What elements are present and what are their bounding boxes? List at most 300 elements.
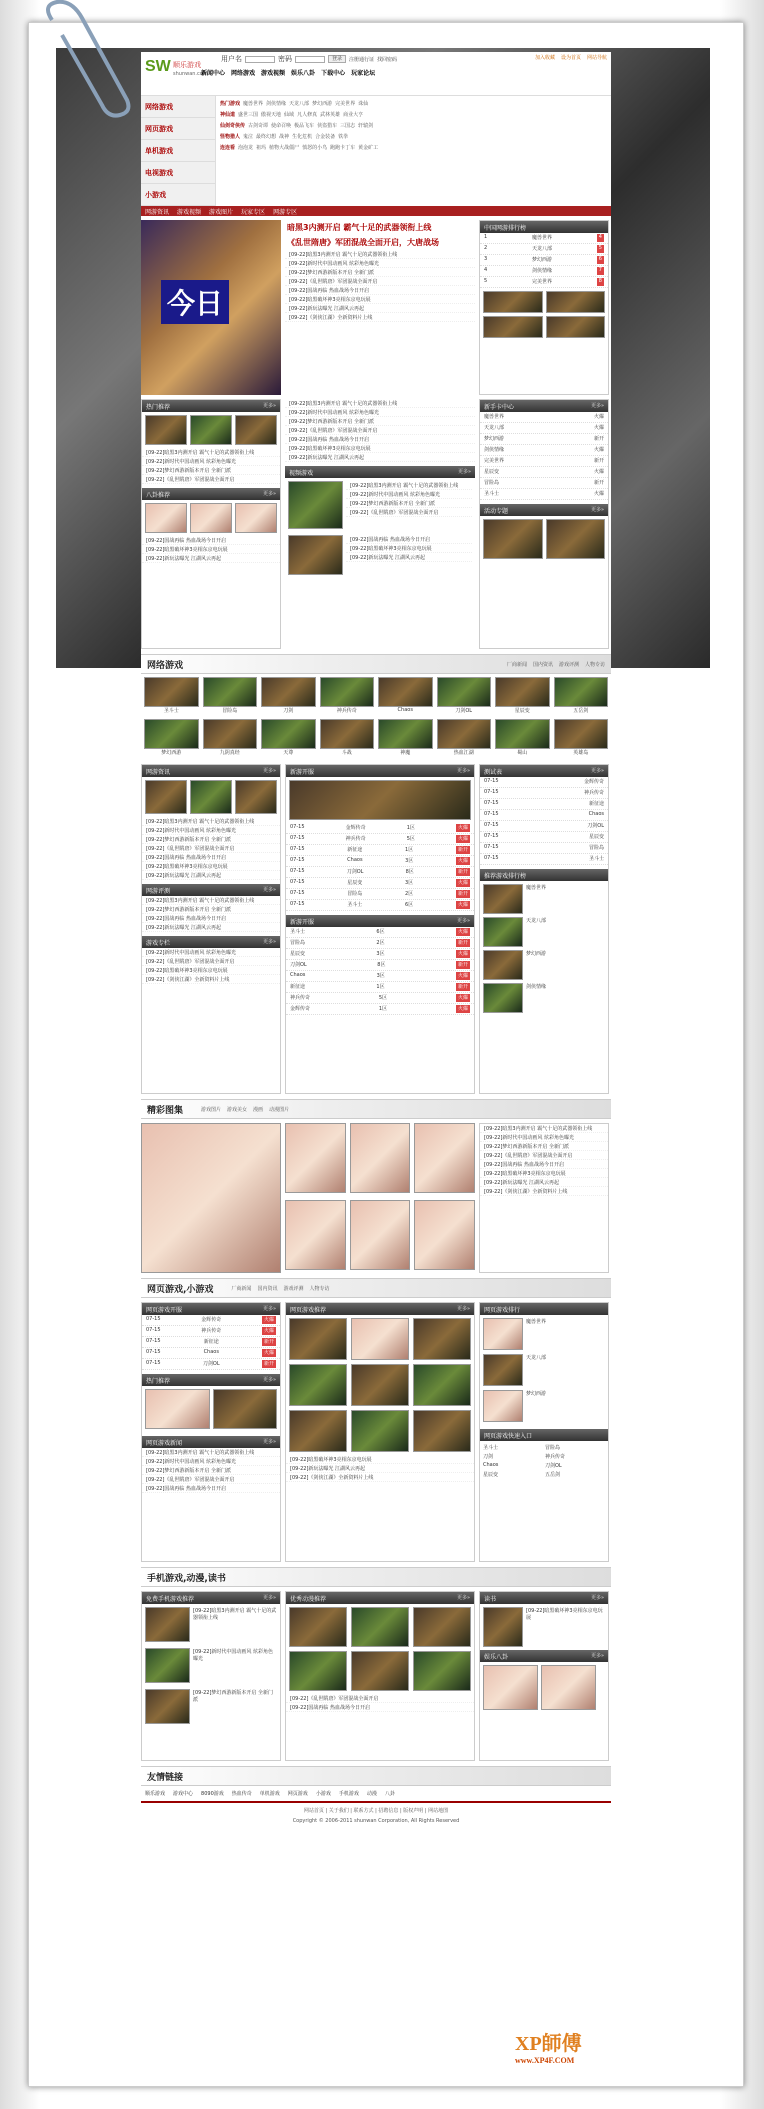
text-label: 圣斗士 xyxy=(484,491,500,497)
news-item[interactable]: [09-22]梦幻西游新版本开启 全新门派 xyxy=(480,1142,608,1151)
text-label: 金辉传奇 xyxy=(290,1006,311,1012)
text-label: 07-15 xyxy=(290,846,305,852)
text-label: 圣斗士 xyxy=(347,902,363,908)
news-item[interactable]: [09-22]新时代中国动画风 炫彩角色曝光 xyxy=(142,457,280,466)
game-logo xyxy=(495,677,550,707)
text-label: 梦幻西游 xyxy=(526,1391,547,1397)
text-label: 魔兽世界 xyxy=(526,1319,547,1325)
news-item[interactable]: [09-22]国战再临 热血战场今日开启 xyxy=(142,1484,280,1493)
text-label[interactable]: 冒险岛 xyxy=(545,1445,561,1451)
mobile-section xyxy=(141,1591,611,1761)
anime-thumbnail[interactable] xyxy=(351,1607,409,1647)
text-label: 1区 xyxy=(405,847,414,853)
text-label: 盛世三国 xyxy=(238,112,259,118)
game-thumbnail[interactable] xyxy=(483,316,543,338)
headline-news xyxy=(285,220,475,395)
news-item[interactable]: [09-22]国战再临 热血战场今日开启 xyxy=(480,1160,608,1169)
game-thumbnail[interactable] xyxy=(289,1410,347,1452)
photo-thumbnail[interactable] xyxy=(483,1665,538,1710)
game-logo xyxy=(554,719,609,749)
text-label: 网页游戏新闻 xyxy=(146,1440,183,1447)
banner-tab[interactable]: 游戏评测 xyxy=(283,1285,304,1292)
news-item[interactable]: [09-22]暗黑3内测开启 霸气十足的武器领衔上线 xyxy=(142,817,280,826)
banner-tab[interactable]: 动漫图片 xyxy=(269,1106,290,1113)
rank-row[interactable] xyxy=(480,255,608,266)
text-label: 新游开服 xyxy=(290,769,315,776)
photo-thumbnail[interactable] xyxy=(350,1123,411,1193)
text-label: 火爆 xyxy=(457,929,468,935)
news-item[interactable]: [09-22]梦幻西游新版本开启 全新门派 xyxy=(142,905,280,914)
news-item[interactable]: [09-22]暗黑破坏神3亮相东京电玩展 xyxy=(285,295,475,304)
text-label: 天龙八部 xyxy=(289,101,310,107)
text-label: 古剑奇谭 xyxy=(248,123,269,129)
news-item[interactable]: [09-22]国战再临 热血战场今日开启 xyxy=(142,536,280,545)
text-label: 魔兽世界 xyxy=(484,414,505,420)
news-item[interactable]: [09-22]《乱世隋唐》军团混战全面开启 xyxy=(142,1475,280,1484)
photo-grid xyxy=(285,1123,475,1273)
video-thumbnail[interactable] xyxy=(288,481,343,529)
video-title: 视频游戏 xyxy=(289,470,314,477)
banner-tab[interactable]: 厂商新闻 xyxy=(506,661,527,668)
news-item[interactable]: [09-22]《剑侠江湖》全新资料片上线 xyxy=(480,1187,608,1196)
text-label[interactable]: 手机游戏 xyxy=(338,1791,359,1797)
text-label[interactable]: 星辰变 xyxy=(483,1472,499,1478)
banner-title: 网络游戏 xyxy=(147,660,184,671)
news-item[interactable]: [09-22]梦幻西游新版本开启 全新门派 xyxy=(285,417,475,426)
news-item[interactable]: [09-22]新时代中国动画风 炫彩角色曝光 xyxy=(285,408,475,417)
text-label: 剑侠情缘 xyxy=(484,447,505,453)
news-item[interactable]: [09-22]新玩法曝光 江湖风云再起 xyxy=(142,554,280,563)
text-label: 金辉传奇 xyxy=(201,1317,222,1323)
text-label: 星辰变 xyxy=(347,880,363,886)
banner-tab[interactable]: 人物专访 xyxy=(584,661,605,668)
activity-thumbnail[interactable] xyxy=(546,519,606,559)
copyright: Copyright © 2006-2011 shunwan Corporation, All Rights Reserved xyxy=(292,1818,460,1824)
news-item[interactable]: [09-22]《乱世隋唐》军团混战全面开启 xyxy=(142,957,280,966)
text-label: 刀剑OL xyxy=(587,823,604,829)
anime-thumbnail[interactable] xyxy=(289,1607,347,1647)
activity-thumbnail[interactable] xyxy=(483,519,543,559)
sitemap-link[interactable]: 网站导航 xyxy=(586,55,607,61)
news-item[interactable]: [09-22]《乱世隋唐》军团混战全面开启 xyxy=(142,844,280,853)
game-thumbnail[interactable] xyxy=(483,291,543,313)
news-item[interactable]: [09-22]《剑侠江湖》全新资料片上线 xyxy=(142,975,280,984)
text-label: 梦幻西游 xyxy=(526,951,547,957)
open-banner[interactable] xyxy=(289,780,471,820)
text-label: 新开 xyxy=(457,962,468,968)
text-label: 优秀动漫推荐 xyxy=(290,1596,327,1603)
news-item[interactable]: [09-22]新时代中国动画风 炫彩角色曝光 xyxy=(285,259,475,268)
game-thumbnail[interactable] xyxy=(235,780,277,814)
photo-thumbnail[interactable] xyxy=(414,1123,475,1193)
sub-nav-bar xyxy=(141,206,611,216)
cat-row xyxy=(220,131,607,142)
news-item[interactable]: [09-22]暗黑3内测开启 霸气十足的武器领衔上线 xyxy=(142,896,280,905)
text-label: 魔兽世界 xyxy=(531,235,552,241)
text-label: 07-15 xyxy=(290,890,305,896)
news-item[interactable]: [09-22]国战再临 热血战场今日开启 xyxy=(285,435,475,444)
nav-video[interactable]: 游戏视频 xyxy=(261,70,286,77)
username-label: 用户名 xyxy=(221,55,242,63)
photo-thumbnail[interactable] xyxy=(190,503,232,533)
cat-mini[interactable]: 小游戏 xyxy=(141,184,215,206)
login-button[interactable]: 登录 xyxy=(328,55,346,63)
text-label: 五岳剑 xyxy=(573,708,589,714)
news-item[interactable]: [09-22]新时代中国动画风 炫彩角色曝光 xyxy=(142,948,280,957)
featured-photo[interactable] xyxy=(141,1123,281,1273)
rank-row[interactable] xyxy=(480,277,608,288)
text-label: 九阴真经 xyxy=(219,750,240,756)
news-item[interactable]: [09-22]《剑侠江湖》全新资料片上线 xyxy=(286,1473,474,1482)
text-label: 火爆 xyxy=(263,1317,274,1323)
news-item[interactable]: [09-22]梦幻西游新版本开启 全新门派 xyxy=(142,466,280,475)
video-item[interactable]: [09-22]梦幻西游新版本开启 全新门派 xyxy=(346,499,472,508)
anime-thumbnail[interactable] xyxy=(413,1651,471,1691)
text-label[interactable]: 神兵传奇 xyxy=(545,1454,566,1460)
text-label[interactable]: 八卦 xyxy=(384,1791,395,1797)
news-item[interactable]: [09-22]暗黑破坏神3亮相东京电玩展 xyxy=(142,545,280,554)
text-label[interactable]: 动漫 xyxy=(366,1791,377,1797)
site-logo[interactable] xyxy=(145,58,208,92)
subnav-item[interactable]: 网游资讯 xyxy=(145,209,170,216)
text-label: 网页游戏排行 xyxy=(484,1307,521,1314)
text-label: 3 xyxy=(484,256,488,262)
news-item[interactable]: [09-22]《乱世隋唐》军团混战全面开启 xyxy=(285,277,475,286)
news-item[interactable]: [09-22]新玩法曝光 江湖风云再起 xyxy=(142,923,280,932)
game-logo xyxy=(378,719,433,749)
photo-thumbnail[interactable] xyxy=(145,503,187,533)
text-label: XP師傅 xyxy=(515,2033,582,2055)
video-item[interactable]: [09-22]暗黑破坏神3亮相东京电玩展 xyxy=(346,544,472,553)
text-label: 火爆 xyxy=(263,1350,274,1356)
game-thumbnail[interactable] xyxy=(351,1364,409,1406)
news-item[interactable]: [09-22]新玩法曝光 江湖风云再起 xyxy=(285,453,475,462)
text-label[interactable]: 顺乐游戏 xyxy=(145,1791,166,1797)
text-label: 火爆 xyxy=(593,491,604,497)
nav-online[interactable]: 网络游戏 xyxy=(231,70,256,77)
text-label: 2 xyxy=(484,245,488,251)
rank-row[interactable] xyxy=(480,244,608,255)
text-label: 新征途 xyxy=(347,847,363,853)
anime-box: 优秀动漫推荐 更多» [09-22]《乱世隋唐》军团混战全面开启 [09-22]国战再临 热血战场今日开启 xyxy=(285,1591,475,1761)
text-label: 1区 xyxy=(406,825,415,831)
text-label: 天尊 xyxy=(283,750,294,756)
text-label: 新征途 xyxy=(203,1339,219,1345)
news-item[interactable]: [09-22]《乱世隋唐》军团混战全面开启 xyxy=(286,1694,474,1703)
game-thumbnail[interactable] xyxy=(546,291,606,313)
photo-news xyxy=(479,1123,609,1273)
text-label: 07-15 xyxy=(484,800,499,806)
headline-title[interactable]: 暗黑3内测开启 霸气十足的武器领衔上线 xyxy=(287,223,432,232)
news-item[interactable]: [09-22]暗黑破坏神3亮相东京电玩展 xyxy=(286,1455,474,1464)
photo-thumbnail[interactable] xyxy=(414,1200,475,1270)
anime-thumbnail[interactable] xyxy=(289,1651,347,1691)
news-item[interactable]: [09-22]新玩法曝光 江湖风云再起 xyxy=(285,304,475,313)
banner-tab[interactable]: 游戏美女 xyxy=(227,1106,248,1113)
text-label: [09-22]梦幻西游新版本开启 全新门派 xyxy=(193,1690,274,1703)
text-label[interactable]: 小游戏 xyxy=(315,1791,331,1797)
text-label: 神兵传奇 xyxy=(201,1328,222,1334)
text-label: 新游开服 xyxy=(290,919,315,926)
text-label[interactable]: 单机游戏 xyxy=(259,1791,280,1797)
text-label: 刀剑OL xyxy=(202,1361,220,1367)
text-label[interactable]: 五岳剑 xyxy=(545,1472,561,1478)
rank-row[interactable] xyxy=(480,266,608,277)
cat-online[interactable]: 网络游戏 xyxy=(141,96,215,118)
text-label: 三国志 xyxy=(340,123,356,129)
username-input[interactable] xyxy=(245,56,275,63)
news-item[interactable]: [09-22]暗黑3内测开启 霸气十足的武器领衔上线 xyxy=(480,1124,608,1133)
game-thumbnail[interactable] xyxy=(351,1318,409,1360)
text-label: Chaos xyxy=(290,972,306,978)
text-label: 神兵传奇 xyxy=(583,790,604,796)
text-label: 热门游戏 xyxy=(220,101,241,107)
text-label: 8 xyxy=(598,278,602,284)
game-thumbnail[interactable] xyxy=(213,1389,278,1429)
website-page xyxy=(141,52,611,2012)
news-item[interactable]: [09-22]暗黑3内测开启 霸气十足的武器领衔上线 xyxy=(142,1448,280,1457)
photo-thumbnail[interactable] xyxy=(235,503,277,533)
game-thumbnail[interactable] xyxy=(351,1410,409,1452)
news-box: 网游资讯 更多» [09-22]暗黑3内测开启 霸气十足的武器领衔上线 [09-22]新时代中国动画风 炫彩角色曝光 [09-22]梦幻西游新版本开启 全新门派 [09-22]《乱世隋唐》军团混战全面开启 [09-22]国战再临 热血战场今日开启 [09-22]暗黑破坏神3亮相东京电玩展 [09-22]新玩法曝光 江湖风云再起 网游评测 更多» [09-22]暗黑3内测开启 霸气十足的武器领衔上线 [09-22]梦幻西游新版本开启 全新门派 [09-22]国战再临 热血战场今日开启 [09-22]新玩法曝光 江湖风云再起 游戏专栏 更多» [09-22]新时代中国动画风 炫彩角色曝光 [09-22]《乱世隋唐》军团混战全面开启 [09-22]暗黑破坏神3亮相东京电玩展 [09-22]《剑侠江湖》全新资料片上线 xyxy=(141,764,281,1094)
text-label: 07-15 xyxy=(484,778,499,784)
hero-image[interactable] xyxy=(141,220,281,395)
game-logo xyxy=(203,677,258,707)
video-thumbnail[interactable] xyxy=(288,535,343,575)
game-thumbnail[interactable] xyxy=(413,1318,471,1360)
text-label: 梦幻西游 xyxy=(161,750,182,756)
text-label: 火爆 xyxy=(593,469,604,475)
subnav-item[interactable]: 玩家专区 xyxy=(241,209,266,216)
text-label: 铁拳 xyxy=(338,134,349,140)
text-label: 网页游戏快速入口 xyxy=(484,1433,533,1440)
hero-section xyxy=(141,220,611,395)
banner-tab[interactable]: 漫画 xyxy=(253,1106,264,1113)
banner-tab[interactable]: 游戏图片 xyxy=(201,1106,222,1113)
watermark-logo xyxy=(515,2027,582,2065)
cat-web[interactable]: 网页游戏 xyxy=(141,118,215,140)
text-label: 愤怒的小鸟 xyxy=(302,145,328,151)
game-thumbnail xyxy=(483,983,523,1013)
photo-thumbnail[interactable] xyxy=(285,1123,346,1193)
forgot-link[interactable]: 找回密码 xyxy=(377,56,398,63)
text-label: 6 xyxy=(598,256,602,262)
game-thumbnail[interactable] xyxy=(289,1318,347,1360)
text-label: 圣斗士 xyxy=(163,708,179,714)
homepage-link[interactable]: 设为首页 xyxy=(560,55,581,61)
anime-thumbnail[interactable] xyxy=(413,1607,471,1647)
text-label[interactable]: 刀剑 xyxy=(483,1454,494,1460)
text-label: 07-15 xyxy=(484,855,499,861)
nav-news[interactable]: 新闻中心 xyxy=(201,70,226,77)
text-label: 5区 xyxy=(378,995,388,1001)
webgame-open-box: 网页游戏开服 更多» 07-15 金辉传奇 火爆 07-15 神兵传奇 火爆 07-15 新征途 新开 07-15 Chaos 火爆 07-15 刀剑OL 新开 热门推荐 更多» 网页游戏新闻 更多» [09-22]暗黑3内测开启 霸气十足的武器领衔上线 [09-22]新时代中国动画风 炫彩角色曝光 [09-22]梦幻西游新版本开启 全新门派 [09-22]《乱世隋唐》军团混战全面开启 [09-22]国战再临 热血战场今日开启 xyxy=(141,1302,281,1562)
favorite-link[interactable]: 加入收藏 xyxy=(534,55,555,61)
game-thumbnail[interactable] xyxy=(145,415,187,445)
game-logo xyxy=(437,677,492,707)
news-item[interactable]: [09-22]国战再临 热血战场今日开启 xyxy=(142,914,280,923)
rank-thumbs xyxy=(480,288,608,341)
photo-thumbnail[interactable] xyxy=(541,1665,596,1710)
video-item[interactable]: [09-22]国战再临 热血战场今日开启 xyxy=(346,535,472,544)
text-label: 1区 xyxy=(376,984,385,990)
text-label: 刀剑 xyxy=(283,708,294,714)
photo-section xyxy=(141,1123,611,1273)
text-label: 圣斗士 xyxy=(588,856,604,862)
news-item[interactable]: [09-22]暗黑破坏神3亮相东京电玩展 xyxy=(142,966,280,975)
game-thumbnail xyxy=(145,1689,190,1724)
text-label: 热门推荐 xyxy=(146,1378,171,1385)
nav-ent[interactable]: 娱乐八卦 xyxy=(291,70,316,77)
game-thumbnail[interactable] xyxy=(413,1410,471,1452)
text-label: 剑侠情缘 xyxy=(526,984,547,990)
news-item[interactable]: [09-22]《剑侠江湖》全新资料片上线 xyxy=(285,313,475,322)
news-item[interactable]: [09-22]梦幻西游新版本开启 全新门派 xyxy=(142,835,280,844)
photo-thumbnail[interactable] xyxy=(285,1200,346,1270)
text-label[interactable]: 魔兽世界 xyxy=(243,101,264,107)
site-header xyxy=(141,52,611,96)
subnav-item[interactable]: 网游专区 xyxy=(273,209,298,216)
news-item[interactable]: [09-22]新玩法曝光 江湖风云再起 xyxy=(480,1178,608,1187)
text-label: 生化危机 xyxy=(292,134,313,140)
text-label: 新开 xyxy=(457,984,468,990)
text-label: 精彩图集 xyxy=(147,1105,184,1116)
text-label: 极品飞车 xyxy=(294,123,315,129)
text-label: 网页游戏,小游戏 xyxy=(147,1284,214,1295)
text-label: 热血江湖 xyxy=(453,750,474,756)
text-label[interactable]: 网页游戏 xyxy=(287,1791,308,1797)
text-label: 火爆 xyxy=(593,425,604,431)
text-label: 免费手机游戏推荐 xyxy=(146,1596,195,1603)
news-item[interactable]: [09-22]暗黑3内测开启 霸气十足的武器领衔上线 xyxy=(142,448,280,457)
nav-download[interactable]: 下载中心 xyxy=(321,70,346,77)
game-thumbnail[interactable] xyxy=(413,1364,471,1406)
text-label: 火爆 xyxy=(593,414,604,420)
game-logo xyxy=(378,677,433,707)
text-label: 6区 xyxy=(405,902,414,908)
news-item[interactable]: [09-22]暗黑破坏神3亮相东京电玩展 xyxy=(480,1169,608,1178)
photo-thumbnail[interactable] xyxy=(350,1200,411,1270)
text-label: 新征途 xyxy=(588,801,604,807)
headline-title-2[interactable]: 《乱世隋唐》军团混战全面开启，大唐战场 xyxy=(287,238,439,247)
section-banner-online xyxy=(141,654,611,674)
text-label: 英雄岛 xyxy=(573,750,589,756)
text-label: 最终幻想 xyxy=(256,134,277,140)
text-label: 完美世界 xyxy=(531,279,552,285)
game-thumbnail[interactable] xyxy=(546,316,606,338)
text-label: 读书 xyxy=(484,1596,497,1603)
text-label: 侠盗猎车 xyxy=(317,123,338,129)
password-input[interactable] xyxy=(295,56,325,63)
nav-forum[interactable]: 玩家论坛 xyxy=(351,70,376,77)
text-label: 魔兽世界 xyxy=(526,885,547,891)
banner-tab[interactable]: 厂商新闻 xyxy=(231,1285,252,1292)
news-item[interactable]: [09-22]国战再临 热血战场今日开启 xyxy=(285,286,475,295)
text-label: 1区 xyxy=(378,1006,388,1012)
text-label[interactable]: 游戏中心 xyxy=(173,1791,194,1797)
text-label[interactable]: 圣斗士 xyxy=(483,1445,499,1451)
text-label: 神魔 xyxy=(400,750,411,756)
text-label: 火爆 xyxy=(457,1006,468,1012)
text-label: 仙剑奇侠传 xyxy=(220,123,246,129)
logo-name: 顺乐游戏 xyxy=(173,61,201,69)
text-label[interactable]: 8090游戏 xyxy=(201,1791,224,1797)
news-item[interactable]: [09-22]新玩法曝光 江湖风云再起 xyxy=(286,1464,474,1473)
banner-tab[interactable]: 国内资讯 xyxy=(257,1285,278,1292)
news-item[interactable]: [09-22]暗黑破坏神3亮相东京电玩展 xyxy=(142,862,280,871)
news-item[interactable]: [09-22]国战再临 热血战场今日开启 xyxy=(286,1703,474,1712)
text-label: 剑侠情缘 xyxy=(531,268,552,274)
news-item[interactable]: [09-22]国战再临 热血战场今日开启 xyxy=(142,853,280,862)
video-item[interactable]: [09-22]新玩法曝光 江湖风云再起 xyxy=(346,553,472,562)
game-thumbnail[interactable] xyxy=(235,415,277,445)
text-label: 新开 xyxy=(457,847,468,853)
subnav-item[interactable]: 游戏图片 xyxy=(209,209,234,216)
cat-pc[interactable]: 单机游戏 xyxy=(141,140,215,162)
text-label[interactable]: 热血传奇 xyxy=(231,1791,252,1797)
text-label: 07-15 xyxy=(484,811,499,817)
news-item[interactable]: [09-22]暗黑3内测开启 霸气十足的武器领衔上线 xyxy=(285,250,475,259)
top-right-links xyxy=(535,54,607,61)
webgame-section xyxy=(141,1302,611,1562)
cat-tv[interactable]: 电视游戏 xyxy=(141,162,215,184)
game-thumbnail xyxy=(483,1390,523,1422)
text-label: 5 xyxy=(484,278,488,284)
register-link[interactable]: 注册通行证 xyxy=(349,56,375,63)
test-box: 测试表 更多» 07-15 金辉传奇 07-15 神兵传奇 07-15 新征途 07-15 Chaos 07-15 刀剑OL 07-15 星辰变 07-15 冒险岛 07-15 圣斗士 推荐游戏排行榜 魔兽世界 天龙八部 梦幻西游 剑侠情缘 xyxy=(479,764,609,1094)
hot-box: 热门推荐 更多» [09-22]暗黑3内测开启 霸气十足的武器领衔上线 [09-22]新时代中国动画风 炫彩角色曝光 [09-22]梦幻西游新版本开启 全新门派 [09-22]《乱世隋唐》军团混战全面开启 八卦推荐 更多» [09-22]国战再临 热血战场今日开启 [09-22]暗黑破坏神3亮相东京电玩展 [09-22]新玩法曝光 江湖风云再起 xyxy=(141,399,281,649)
text-label: 火爆 xyxy=(593,447,604,453)
text-label[interactable]: Chaos xyxy=(483,1462,499,1468)
text-label: 诛仙 xyxy=(358,101,369,107)
video-item[interactable]: [09-22]《乱世隋唐》军团混战全面开启 xyxy=(346,508,472,517)
text-label: 植物大战僵尸 xyxy=(269,145,300,151)
text-label: 3区 xyxy=(376,973,385,979)
video-item[interactable]: [09-22]新时代中国动画风 炫彩角色曝光 xyxy=(346,490,472,499)
footer-links[interactable]: 网站首页 | 关于我们 | 联系方式 | 招聘信息 | 版权声明 | 网站地图 xyxy=(303,1808,449,1814)
news-item[interactable]: [09-22]新时代中国动画风 炫彩角色曝光 xyxy=(480,1133,608,1142)
video-item[interactable]: [09-22]暗黑3内测开启 霸气十足的武器领衔上线 xyxy=(346,481,472,490)
activity-title: 活动专题 xyxy=(484,508,509,515)
text-label: 火爆 xyxy=(457,825,468,831)
game-thumbnail[interactable] xyxy=(190,780,232,814)
photo-thumbnail[interactable] xyxy=(145,1389,210,1429)
news-item[interactable]: [09-22]《乱世隋唐》军团混战全面开启 xyxy=(285,426,475,435)
game-logo xyxy=(261,677,316,707)
banner-tab[interactable]: 游戏评测 xyxy=(558,661,579,668)
news-item[interactable]: [09-22]《乱世隋唐》军团混战全面开启 xyxy=(480,1151,608,1160)
game-thumbnail[interactable] xyxy=(145,780,187,814)
text-label[interactable]: 刀剑OL xyxy=(545,1463,562,1469)
news-item[interactable]: [09-22]暗黑3内测开启 霸气十足的武器领衔上线 xyxy=(285,399,475,408)
banner-tab[interactable]: 人物专访 xyxy=(309,1285,330,1292)
text-label: 火爆 xyxy=(457,858,468,864)
text-label: 7 xyxy=(598,267,602,273)
news-item[interactable]: [09-22]新玩法曝光 江湖风云再起 xyxy=(142,871,280,880)
news-item[interactable]: [09-22]梦幻西游新版本开启 全新门派 xyxy=(142,1466,280,1475)
banner-tab[interactable]: 国内资讯 xyxy=(532,661,553,668)
news-item[interactable]: [09-22]《乱世隋唐》军团混战全面开启 xyxy=(142,475,280,484)
game-thumbnail[interactable] xyxy=(289,1364,347,1406)
news-item[interactable]: [09-22]暗黑破坏神3亮相东京电玩展 xyxy=(285,444,475,453)
anime-thumbnail[interactable] xyxy=(351,1651,409,1691)
rank-row[interactable] xyxy=(480,233,608,244)
news-item[interactable]: [09-22]新时代中国动画风 炫彩角色曝光 xyxy=(142,826,280,835)
game-thumbnail[interactable] xyxy=(190,415,232,445)
news-item[interactable]: [09-22]梦幻西游新版本开启 全新门派 xyxy=(285,268,475,277)
subnav-item[interactable]: 游戏视频 xyxy=(177,209,202,216)
news-item[interactable]: [09-22]新时代中国动画风 炫彩角色曝光 xyxy=(142,1457,280,1466)
